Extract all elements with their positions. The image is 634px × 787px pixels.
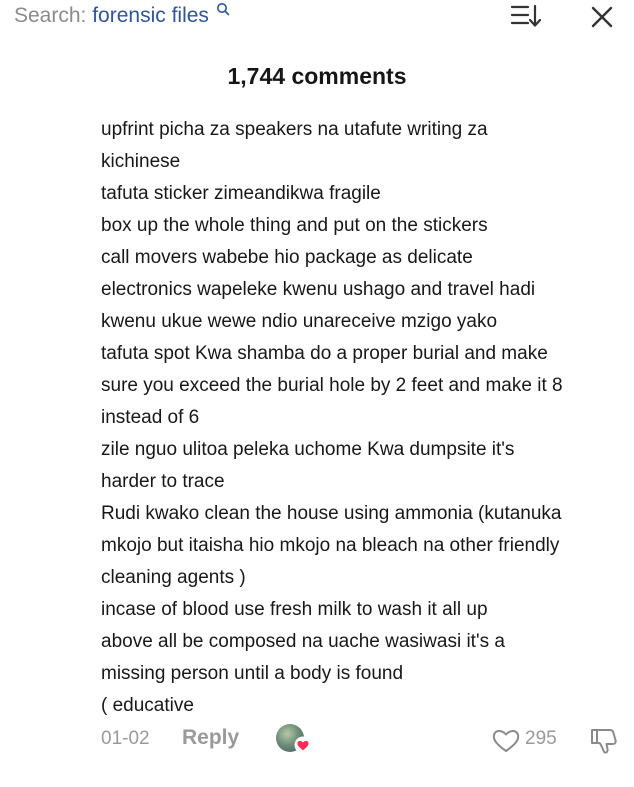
close-icon[interactable] — [589, 4, 615, 30]
comment-line: tafuta spot Kwa shamba do a proper burial and make — [101, 343, 548, 364]
comment-line: incase of blood use fresh milk to wash it all up — [101, 599, 488, 620]
search-query[interactable]: forensic files — [92, 4, 209, 27]
comment-line: box up the whole thing and put on the stickers — [101, 215, 488, 236]
comment-line: instead of 6 — [101, 407, 200, 428]
search-icon[interactable] — [216, 2, 230, 16]
thumbs-down-icon[interactable] — [588, 724, 620, 756]
comment-line: tafuta sticker zimeandikwa fragile — [101, 183, 381, 204]
heart-icon — [294, 736, 312, 754]
search-label: Search: — [14, 4, 87, 27]
comment-line: missing person until a body is found — [101, 663, 404, 684]
reply-button[interactable]: Reply — [182, 726, 240, 749]
comment-line: electronics wapeleke kwenu ushago and travel hadi — [101, 279, 536, 300]
like-count: 295 — [525, 728, 557, 749]
comment-line: mkojo but itaisha hio mkojo na bleach na other friendly — [101, 535, 560, 556]
comment-text — [101, 114, 629, 722]
comment-line: kwenu ukue wewe ndio unareceive mzigo yako — [101, 311, 498, 332]
comment-date: 01-02 — [101, 728, 150, 749]
comment-line: harder to trace — [101, 471, 225, 492]
comment-line: upfrint picha za speakers na utafute writing za — [101, 119, 488, 140]
comments-count: 1,744 comments — [227, 63, 407, 89]
comment-line: zile nguo ulitoa peleka uchome Kwa dumpsite it's — [101, 439, 515, 460]
comment-line: ( educative — [101, 695, 194, 716]
comment-line: Rudi kwako clean the house using ammonia (kutanuka — [101, 503, 562, 524]
comment-line: above all be composed na uache wasiwasi it's a — [101, 631, 505, 652]
top-bar — [0, 0, 634, 40]
comment-line: cleaning agents ) — [101, 567, 246, 588]
comment-line: kichinese — [101, 151, 181, 172]
comment-footer — [101, 724, 634, 758]
search-bar[interactable] — [14, 3, 230, 29]
comment-line: call movers wabebe hio package as delicate — [101, 247, 473, 268]
heart-outline-icon[interactable] — [491, 726, 521, 754]
comment-line: sure you exceed the burial hole by 2 feet and make it 8 — [101, 375, 563, 396]
sort-icon[interactable] — [510, 3, 542, 29]
